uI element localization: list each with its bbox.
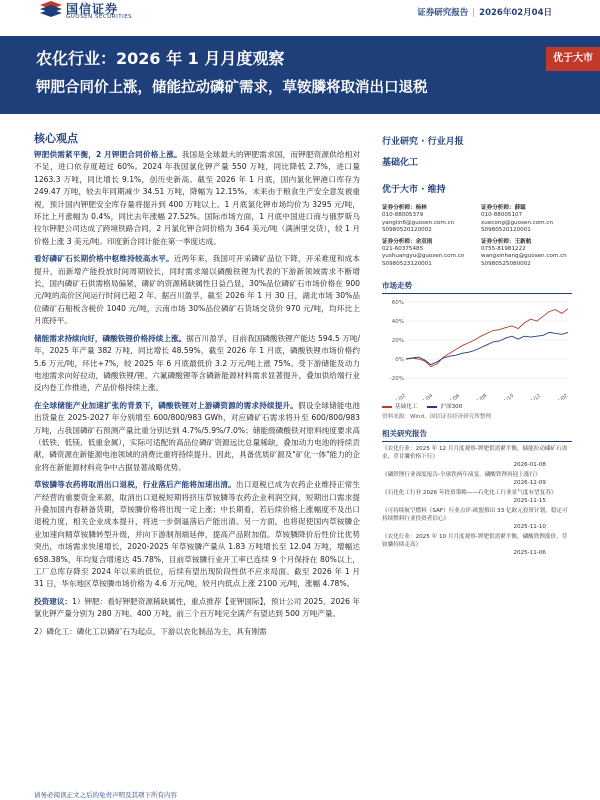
paragraph [34,333,360,395]
series-line [406,333,568,365]
core-views [34,130,360,643]
report-date: 2026年02月04日 [479,8,552,18]
report-subtitle: 钾肥合同价上涨，储能拉动磷矿需求，草铵膦将取消出口退税 [36,80,428,96]
related-report[interactable] [382,533,572,557]
x-tick-label [469,393,489,400]
y-tick-label: 0% [395,357,404,364]
paragraph-lead: 钾肥供需紧平衡，2 月钾肥合同价格上涨。 [34,150,182,159]
analyst-card [382,205,473,235]
x-tick-label [496,393,516,400]
legend-item [427,402,462,410]
x-tick-label [523,393,543,400]
related-reports-title: 相关研究报告 [382,428,572,442]
y-tick-label: 40% [391,319,404,326]
top-header [0,0,600,36]
y-tick-label: 20% [391,338,404,345]
related-report-title: 《农化行业：2025 年 12 月月度观察-钾肥供需紧平衡，储能拉动磷矿石需求，草甘膦价格下行》 [382,446,568,461]
chart-source: 资料来源：Wind、国信证券经济研究所整理 [382,414,492,421]
paragraph-body: 近两年来，我国可开采磷矿品位下降，开采难度和成本提升，而新增产能投放时间周期较长，同时需求端以磷酸铁锂为代表的下游新领域需求不断增长，国内磷矿石供需格局偏紧，磷矿的资源稀缺属性日益凸显，30%品位磷矿石市场价格在 900 元/吨的高价区间运行时间已超 2 年。据百川盈孚，截至 2026 年 1 月 30 日，湖北市场 30%品位磷矿石船板含税价 1040 元/吨，云南市场 30%品位磷矿石货场交货价 970 元/吨，均环比上月底持平。 [34,254,361,326]
paragraph-body: 我国是全球最大的钾肥需求国，而钾肥资源供给相对不足，进口依存度超过 60%。2024 年我国氯化钾产量 550 万吨，同比降低 2.7%，进口量 1263.3 万吨，同比增长 9.1%，创历史新高。截至 2026 年 1 月底，国内氯化钾港口库存为 249.47 万吨，较去年同期减少 34.51 万吨，降幅为 12.15%。未来由于粮食生产安全意发被重视，预计国内钾肥安全库存量将提升到 400 万吨以上。1 月底氯化钾市场均价为 3295 元/吨，环比上月涨幅为 0.4%，同比去年涨幅 27.52%。国际市场方面，1 月底中国进口商与俄罗斯乌拉尔钾肥公司达成了跨境铁路合同，2 月氯化钾合同价格为 364 美元/吨（满洲里交货），较 1 月价格上涨 3 美元/吨。印度新合同计能在第一季度达成。 [34,150,360,246]
title-banner [0,36,600,114]
x-tick-label [415,393,435,400]
paragraph-lead: 草铵膦等农药将取消出口退税，行业落后产能将加速出清。 [34,480,236,490]
market-chart-svg [382,296,572,400]
paragraph-body: 出口退税已成为农药企业维持正常生产经营的重要资金来源，取消出口退税短期将挤压草铵膦等农药企业利润空间，短期出口需求提升叠加国内春耕备货期，草铵膦价格将出现一定上涨；中长期看，若后续价格上涨幅度不及出口退税力度，相关企业成本提升，将进一步倒逼落后产能出清。另一方面，也将促使国内草铵膦企业加速向精草铵膦转型升级，并向下游制剂端延伸，提高产品附加值。草铵膦降价后性价比优势突出，市场需求快速增长，2020-2025 年草铵膦产量从 1.83 万吨增长至 12.04 万吨，增幅达 658.38%，年均复合增速达 45.78%，目前草铵膦行业开工率已连续 9 个月保持在 80%以上，工厂总库存降至 2024 年以来的低位，后续有望出现阶段性供不应求局面。截至 2026 年 1 月 31 日，华东地区草铵膦市场价格为 4.6 万元/吨，较月内低点上涨 2100 元/吨，涨幅 4.78%。 [34,480,361,589]
related-report[interactable] [382,507,572,531]
analyst-card [481,205,572,235]
related-reports-list [382,445,572,557]
analyst-cert: S0980520120002 [382,227,432,234]
x-tick-label [550,393,570,400]
paragraph-lead: 储能需求持续向好，磷酸铁锂价格持续上涨。 [34,333,187,343]
related-report-title: 《可持续航空燃料（SAF）行业点评-欧盟推出 33 亿欧元投资计划，稳定可持续燃料行业投资者信心》 [382,508,568,523]
paragraph-lead: 在全球储能产业加速扩张的背景下，磷酸铁锂对上游磷资源的需求持续提升。 [34,400,299,410]
analyst-cert: S0980525080002 [481,260,531,267]
paragraph [34,149,360,248]
chart-legend [382,402,572,410]
analyst-phone: 021-60375485 [382,246,424,253]
related-report[interactable] [382,445,572,469]
legend-item [382,402,417,410]
related-report-date: 2026-12-09 [513,480,546,487]
report-meta: 证券研究报告 | 2026年02月04日 [417,8,552,18]
related-report-title: 《磷铁锂行业深度报告-全球铁两年演变，磷酸铁锂再迎上涨行》 [382,472,541,479]
paragraph-lead: 投资建议： [34,596,73,606]
paragraph-body: 1）钾肥：看好钾肥资源稀缺属性，重点推荐【亚钾国际】，预计公司 2025、2026 年氯化钾产量分别为 280 万吨、400 万吨，前三个百万吨完全满产有望达到 500 万吨产量。 [34,596,361,619]
related-report[interactable] [382,489,572,505]
analyst-name: 证券分析师：杨林 [382,205,427,211]
analyst-name: 证券分析师：王新航 [481,238,532,245]
related-report-date: 2026-01-08 [513,462,546,469]
paragraph-lead: 看好磷矿石长期价格中枢维持较高水平。 [34,254,174,264]
rating-line: 优于大市 · 维持 [382,185,446,195]
related-report[interactable] [382,471,572,487]
y-tick-label: 60% [391,300,404,307]
analyst-email[interactable]: wangxinhang@guosen.com.cn [481,253,567,260]
rating-badge: 优于大市 [546,47,600,71]
x-tick-label [442,393,462,400]
industry-name: 基础化工 [382,158,419,168]
series-line [406,309,568,367]
related-report-date: 2025-11-06 [513,550,546,557]
guosen-logo-icon [40,1,62,19]
paragraph [34,400,360,474]
x-tick-label [388,393,408,400]
doc-type: 证券研究报告 [417,8,469,18]
related-report-title: 《农化行业：2025 年 10 月月度观察-钾肥供需紧平衡，磷酸铁锂涨价，草铵膦持续走高》 [382,534,568,549]
analyst-card [382,239,473,269]
paragraph [34,479,360,591]
analyst-list [382,205,572,268]
report-category: 行业研究 · 行业月报 [382,137,464,147]
analyst-phone: 0755-81981222 [481,246,526,253]
analyst-email[interactable]: xuecong@guosen.com.cn [481,219,554,226]
sidebar [382,134,572,559]
analyst-card [481,239,572,269]
market-chart [382,296,572,400]
y-tick-label: -20% [389,376,404,383]
legend-label: 沪深300 [440,404,463,411]
analyst-phone: 010-88005379 [382,212,424,219]
section-title: 核心观点 [34,132,78,145]
analyst-cert: S0980520120001 [481,227,531,234]
analyst-email[interactable]: yushuangyu@guosen.com.cn [382,253,465,260]
paragraph-body: 2）磷化工：磷化工以磷矿石为起点，下游以农化制品为主，具有刚需 [34,626,267,636]
analyst-email[interactable]: yanglin6@guosen.com.cn [382,219,455,226]
market-trend-title: 市场走势 [382,280,572,294]
paragraph-body: 据百川盈孚，目前我国磷酸铁锂产能达 594.5 万吨/年，2025 年产量 382 万吨，同比增长 48.59%，截至 2026 年 1 月底，磷酸铁锂市场价格约 5.6 万元/吨，环比+7%，较 2025 年 6 月底最低价 3.2 万元/吨上涨 75%。受下游储能及动力电池需求向好拉动，磷酸铁锂/锂、六氟磷酸锂等含磷新能源材料需求显著提升，叠加供给端行业反内卷工作推进，产品价格持续上涨。 [34,333,361,393]
paragraph-body: 假设全球储能电池出货量在 2025-2027 年分别增至 600/800/983 GWh，对应磷矿石需求将升至 600/800/983 万吨，占我国磷矿石预测产量比重分别达到 4.7%/5.9%/7.0%；储能级磷酸铁对原料纯度要求高（低铁、低镁、低重金属），实际可适配的高品位磷矿资源远比总量稀缺，叠加动力电池的持续贡献，磷资源在新能源电池领域的消费比重将持续提升。因此，具备优质矿源及"矿化一体"能力的企业将在新能源材料竞争中占据显著战略优势。 [34,400,361,472]
paragraph [34,253,360,327]
legend-label: 基础化工 [395,404,418,411]
analyst-name: 证券分析师：薛聪 [481,205,526,211]
analyst-name: 证券分析师：余双雨 [382,238,433,245]
paragraph [34,626,360,638]
related-report-date: 2025-11-10 [513,524,546,531]
analyst-cert: S0980523120001 [382,260,432,267]
paragraph [34,596,360,621]
report-title: 农化行业：2026 年 1 月月度观察 [36,49,285,68]
related-report-date: 2025-11-15 [513,498,546,505]
analyst-phone: 010-88005107 [481,212,523,219]
related-report-title: 《石化化工行业 2026 年投资策略——石化化工行业景气度有望复苏》 [382,490,557,497]
disclaimer-footer: 请务必阅读正文之后的免责声明及其项下所有内容 [34,791,177,799]
logo-cn: 国信证券 [66,2,119,16]
logo-en: GUOSEN SECURITIES [66,14,133,20]
